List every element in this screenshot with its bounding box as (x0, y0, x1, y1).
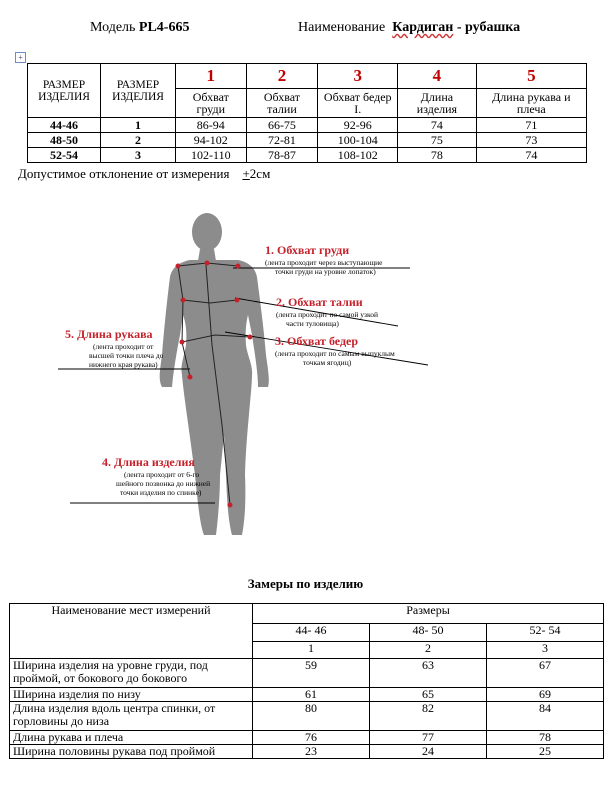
size-header: РАЗМЕР ИЗДЕЛИЯ (101, 64, 176, 118)
cell: 23 (253, 745, 370, 759)
table-row (28, 148, 587, 163)
table-row (28, 133, 587, 148)
size-table (27, 63, 587, 163)
col-number-2: 2 (246, 64, 318, 89)
tolerance-text: Допустимое отклонение от измерения (18, 166, 230, 181)
model-label: Модель (90, 20, 136, 35)
cell: 86-94 (176, 118, 247, 133)
row-name: Ширина изделия на уровне груди, под проймой, от бокового до бокового (10, 659, 253, 688)
annotation-waist-sub: части туловища) (286, 319, 339, 328)
annotation-chest (265, 243, 382, 276)
annotation-sleeve-sub: высшей точки плеча до (89, 351, 164, 360)
cell: 63 (370, 659, 487, 688)
cell: 102-110 (176, 148, 247, 163)
cell: 84 (487, 702, 604, 731)
col-number-3: 3 (318, 64, 398, 89)
cell: 108-102 (318, 148, 398, 163)
annotation-sleeve-sub: (лента проходит от (93, 342, 154, 351)
col-header-waist: Обхват талии (246, 89, 318, 118)
annotation-waist-sub: (лента проходит по самой узкой (276, 310, 378, 319)
row-name: Ширина изделия по низу (10, 688, 253, 702)
size-number: 3 (487, 641, 604, 658)
row-name: Длина рукава и плеча (10, 731, 253, 745)
row-number: 2 (101, 133, 176, 148)
product-measurements-table (9, 603, 604, 759)
table-row (10, 659, 604, 688)
cell: 76 (253, 731, 370, 745)
cell: 82 (370, 702, 487, 731)
annotation-length-sub: точки изделия по спинке) (120, 488, 202, 497)
cell: 67 (487, 659, 604, 688)
cell: 24 (370, 745, 487, 759)
row-size: 52-54 (28, 148, 101, 163)
row-size: 44-46 (28, 118, 101, 133)
size-header: 44- 46 (253, 624, 370, 641)
cell: 61 (253, 688, 370, 702)
size-number: 2 (370, 641, 487, 658)
cell: 71 (476, 118, 586, 133)
cell: 74 (476, 148, 586, 163)
cell: 94-102 (176, 133, 247, 148)
tolerance-note (18, 166, 270, 182)
row-name: Длина изделия вдоль центра спинки, от горловины до низа (10, 702, 253, 731)
col-number-1: 1 (176, 64, 247, 89)
product-table-title: Замеры по изделию (247, 576, 364, 591)
annotation-waist (276, 295, 378, 328)
cell: 100-104 (318, 133, 398, 148)
cell: 75 (398, 133, 476, 148)
name-value: Кардиган (392, 20, 454, 35)
cell: 59 (253, 659, 370, 688)
row-number: 1 (101, 118, 176, 133)
annotation-length-sub: (лента проходит от 6-го (124, 470, 200, 479)
size-product-header: РАЗМЕР ИЗДЕЛИЯ (28, 64, 101, 118)
annotation-sleeve-title: 5. Длина рукава (65, 327, 153, 341)
tolerance-value: 2см (249, 166, 271, 181)
measurement-figure (40, 205, 580, 550)
row-number: 3 (101, 148, 176, 163)
size-header: 52- 54 (487, 624, 604, 641)
annotation-waist-title: 2. Обхват талии (276, 295, 363, 309)
document-header (0, 20, 611, 40)
table-row (10, 731, 604, 745)
tolerance-sign: + (242, 166, 250, 181)
table-row (10, 745, 604, 759)
cell: 25 (487, 745, 604, 759)
model-value: PL4-665 (138, 20, 190, 35)
model-line (90, 20, 189, 36)
cell: 69 (487, 688, 604, 702)
cell: 78-87 (246, 148, 318, 163)
size-number: 1 (253, 641, 370, 658)
annotation-hips (275, 334, 395, 367)
col-number-5: 5 (476, 64, 586, 89)
cell: 78 (487, 731, 604, 745)
annotation-sleeve-sub: нижнего края рукава) (89, 360, 158, 369)
name-label: Наименование (298, 20, 386, 35)
annotation-hips-sub: точкам ягодиц) (303, 358, 352, 367)
size-header: 48- 50 (370, 624, 487, 641)
annotation-sleeve (65, 327, 163, 369)
table-row (10, 688, 604, 702)
table-move-handle-icon[interactable]: + (15, 52, 26, 63)
annotation-length-sub: шейного позвонка до нижней (116, 479, 211, 488)
cell: 72-81 (246, 133, 318, 148)
col-number-4: 4 (398, 64, 476, 89)
annotation-length (102, 455, 210, 497)
cell: 65 (370, 688, 487, 702)
name-value-2: рубашка (465, 20, 521, 35)
row-name: Ширина половины рукава под проймой (10, 745, 253, 759)
col-header-hips: Обхват бедер I. (318, 89, 398, 118)
name-sep: - (456, 20, 462, 35)
cell: 74 (398, 118, 476, 133)
annotation-chest-title: 1. Обхват груди (265, 243, 350, 257)
cell: 77 (370, 731, 487, 745)
cell: 92-96 (318, 118, 398, 133)
cell: 78 (398, 148, 476, 163)
col-header-name: Наименование мест измерений (10, 604, 253, 659)
col-header-sleeve: Длина рукава и плеча (476, 89, 586, 118)
annotation-length-title: 4. Длина изделия (102, 455, 195, 469)
table-row (10, 702, 604, 731)
annotation-chest-sub: (лента проходит через выступающие (265, 258, 383, 267)
col-header-sizes: Размеры (253, 604, 604, 624)
annotation-chest-sub: точки груди на уровне лопаток) (275, 267, 376, 276)
row-size: 48-50 (28, 133, 101, 148)
cell: 73 (476, 133, 586, 148)
col-header-length: Длина изделия (398, 89, 476, 118)
annotation-hips-title: 3. Обхват бедер (275, 334, 359, 348)
table-row (28, 118, 587, 133)
cell: 66-75 (246, 118, 318, 133)
col-header-chest: Обхват груди (176, 89, 247, 118)
name-line (298, 20, 520, 36)
cell: 80 (253, 702, 370, 731)
annotation-hips-sub: (лента проходит по самым выпуклым (275, 349, 395, 358)
